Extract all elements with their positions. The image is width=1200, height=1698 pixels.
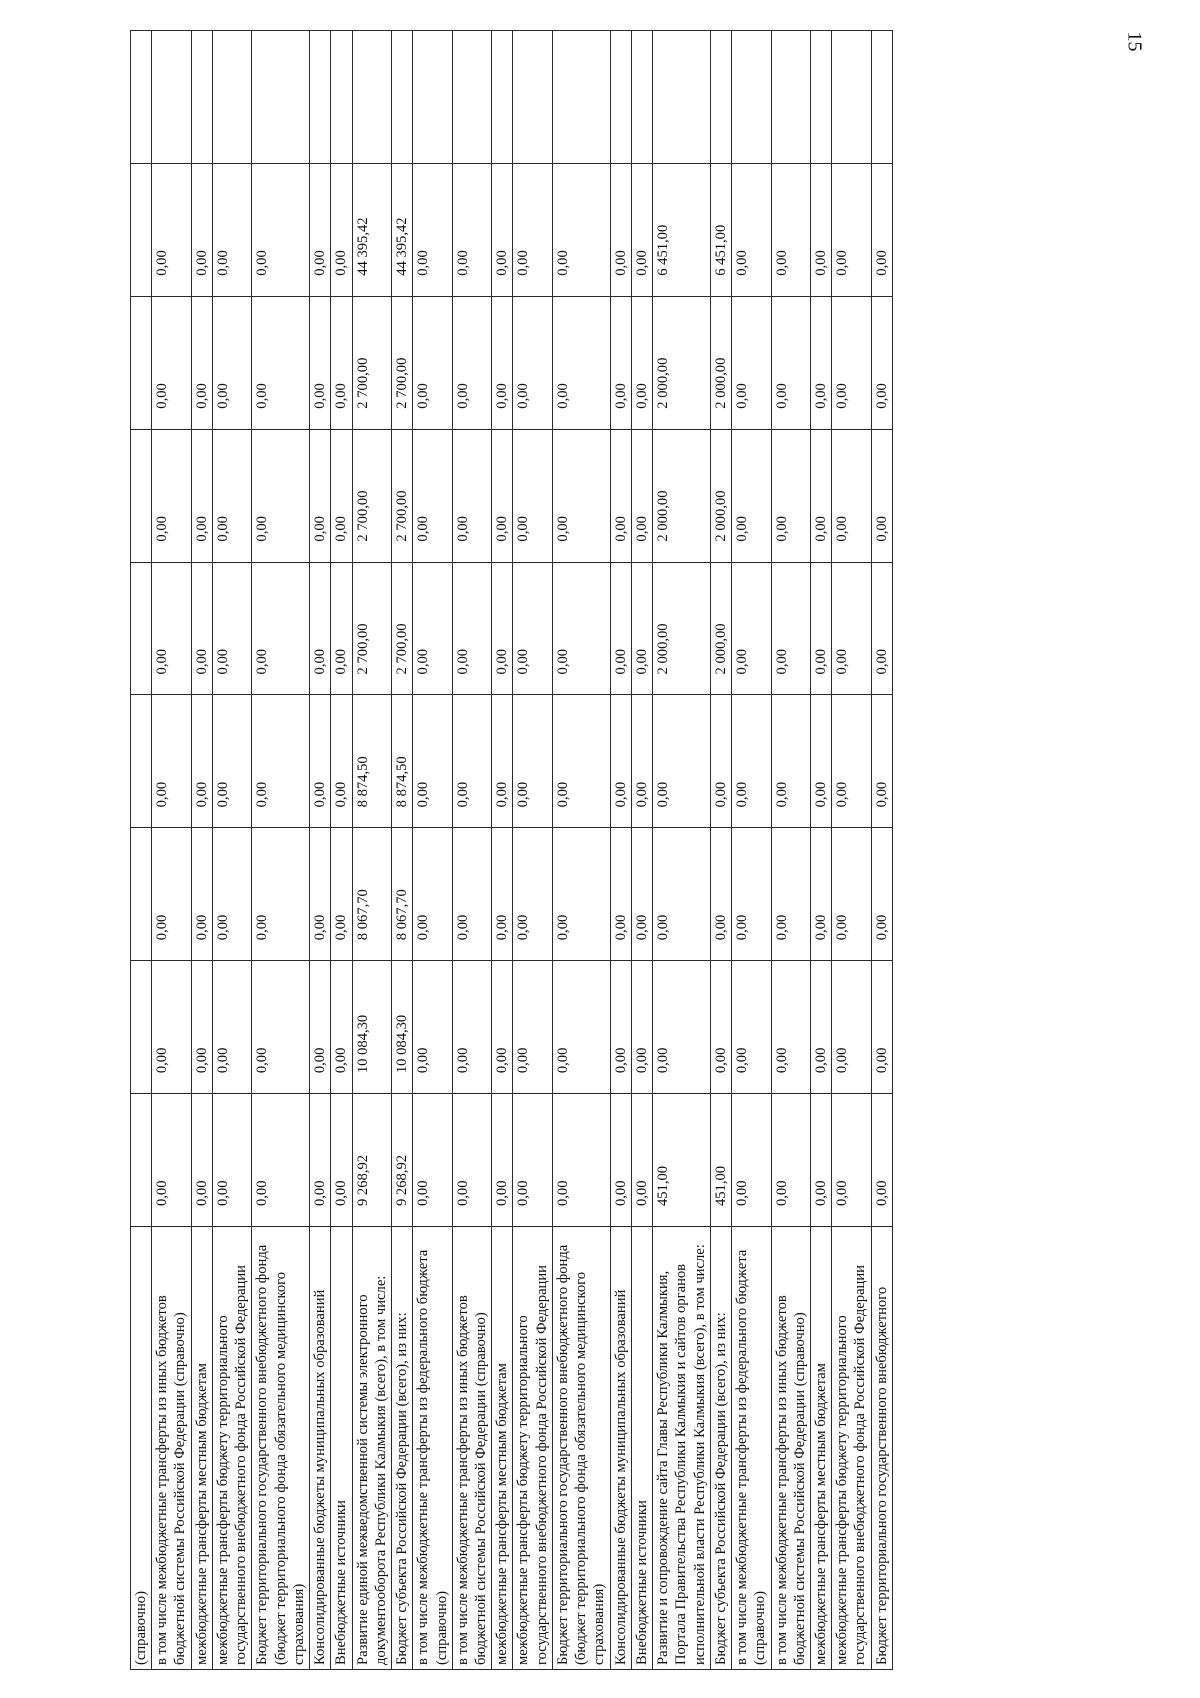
value-cell: 0,00	[413, 163, 452, 296]
value-cell: 0,00	[810, 1094, 831, 1227]
row-label: в том числе межбюджетные трансферты из иных бюджетов бюджетной системы Российской Федерации (справочно)	[771, 1227, 810, 1670]
value-cell: 0,00	[492, 429, 513, 562]
value-cell: 0,00	[653, 961, 711, 1094]
value-cell	[710, 31, 731, 164]
value-cell: 0,00	[810, 695, 831, 828]
value-cell	[131, 828, 152, 961]
value-cell: 0,00	[653, 828, 711, 961]
table-row	[513, 31, 552, 1670]
value-cell: 0,00	[413, 1094, 452, 1227]
value-cell	[352, 31, 391, 164]
value-cell: 0,00	[152, 562, 191, 695]
value-cell: 0,00	[191, 163, 212, 296]
row-label: межбюджетные трансферты местным бюджетам	[191, 1227, 212, 1670]
value-cell: 0,00	[310, 695, 331, 828]
value-cell: 0,00	[552, 163, 610, 296]
value-cell: 0,00	[552, 1094, 610, 1227]
value-cell: 0,00	[452, 961, 491, 1094]
value-cell	[631, 31, 652, 164]
value-cell: 0,00	[810, 163, 831, 296]
value-cell: 2 700,00	[352, 429, 391, 562]
value-cell	[552, 31, 610, 164]
value-cell: 0,00	[492, 562, 513, 695]
value-cell: 0,00	[152, 695, 191, 828]
value-cell: 0,00	[492, 296, 513, 429]
value-cell: 0,00	[871, 562, 892, 695]
value-cell: 0,00	[771, 828, 810, 961]
value-cell: 0,00	[310, 562, 331, 695]
value-cell: 0,00	[871, 828, 892, 961]
value-cell: 0,00	[513, 562, 552, 695]
value-cell: 0,00	[152, 961, 191, 1094]
row-label: Развитие единой межведомственной системы электронного документооборота Республики Калмыкия (всего), в том числе:	[352, 1227, 391, 1670]
value-cell: 0,00	[732, 562, 771, 695]
table-row	[191, 31, 212, 1670]
table-row	[131, 31, 152, 1670]
table-row	[331, 31, 352, 1670]
row-label: Консолидированные бюджеты муниципальных образований	[310, 1227, 331, 1670]
value-cell: 0,00	[513, 961, 552, 1094]
value-cell: 0,00	[492, 695, 513, 828]
value-cell: 2 700,00	[392, 429, 413, 562]
value-cell	[653, 31, 711, 164]
value-cell: 0,00	[552, 695, 610, 828]
value-cell: 0,00	[191, 1094, 212, 1227]
value-cell	[212, 31, 251, 164]
value-cell: 0,00	[610, 429, 631, 562]
value-cell: 0,00	[452, 429, 491, 562]
value-cell: 0,00	[832, 562, 871, 695]
value-cell: 10 084,30	[392, 961, 413, 1094]
value-cell: 2 700,00	[352, 296, 391, 429]
value-cell: 0,00	[452, 1094, 491, 1227]
table-row	[310, 31, 331, 1670]
value-cell	[331, 31, 352, 164]
value-cell: 0,00	[492, 828, 513, 961]
value-cell: 9 268,92	[352, 1094, 391, 1227]
value-cell: 0,00	[413, 562, 452, 695]
value-cell: 0,00	[732, 1094, 771, 1227]
value-cell: 44 395,42	[352, 163, 391, 296]
value-cell: 0,00	[871, 296, 892, 429]
value-cell: 0,00	[810, 296, 831, 429]
value-cell	[452, 31, 491, 164]
value-cell: 0,00	[631, 961, 652, 1094]
value-cell	[191, 31, 212, 164]
row-label: в том числе межбюджетные трансферты из иных бюджетов бюджетной системы Российской Федерации (справочно)	[152, 1227, 191, 1670]
value-cell: 0,00	[413, 429, 452, 562]
row-label: Бюджет территориального государственного внебюджетного фонда (бюджет территориального фонда обязательного медицинского страхования)	[552, 1227, 610, 1670]
value-cell: 0,00	[552, 562, 610, 695]
table-row	[352, 31, 391, 1670]
value-cell	[832, 31, 871, 164]
value-cell	[610, 31, 631, 164]
value-cell: 0,00	[552, 828, 610, 961]
row-label: Бюджет территориального государственного внебюджетного фонда (бюджет территориального фонда обязательного медицинского страхования)	[252, 1227, 310, 1670]
value-cell: 0,00	[452, 562, 491, 695]
table-row	[732, 31, 771, 1670]
value-cell: 0,00	[331, 562, 352, 695]
value-cell: 0,00	[252, 163, 310, 296]
table-row	[871, 31, 892, 1670]
value-cell: 0,00	[513, 429, 552, 562]
row-label: межбюджетные трансферты бюджету территориального государственного внебюджетного фонда Российской Федерации	[832, 1227, 871, 1670]
value-cell: 0,00	[191, 828, 212, 961]
budget-table	[130, 30, 893, 1670]
value-cell: 0,00	[732, 296, 771, 429]
row-label: (справочно)	[131, 1227, 152, 1670]
page-number: 15	[1123, 31, 1146, 52]
value-cell: 0,00	[610, 296, 631, 429]
value-cell: 2 000,00	[710, 429, 731, 562]
table-row	[413, 31, 452, 1670]
value-cell: 0,00	[631, 562, 652, 695]
value-cell: 0,00	[610, 562, 631, 695]
value-cell	[152, 31, 191, 164]
value-cell	[252, 31, 310, 164]
row-label: межбюджетные трансферты бюджету территориального государственного внебюджетного фонда Российской Федерации	[513, 1227, 552, 1670]
value-cell	[392, 31, 413, 164]
value-cell: 0,00	[631, 828, 652, 961]
value-cell: 0,00	[832, 695, 871, 828]
value-cell: 0,00	[810, 429, 831, 562]
rotated-table-sheet	[130, 30, 1060, 1670]
value-cell: 0,00	[152, 1094, 191, 1227]
value-cell: 0,00	[732, 961, 771, 1094]
value-cell	[871, 31, 892, 164]
value-cell: 0,00	[771, 296, 810, 429]
value-cell: 0,00	[631, 1094, 652, 1227]
value-cell: 0,00	[413, 828, 452, 961]
value-cell: 0,00	[631, 296, 652, 429]
value-cell: 0,00	[331, 828, 352, 961]
value-cell: 2 700,00	[352, 562, 391, 695]
value-cell: 0,00	[732, 163, 771, 296]
value-cell: 8 874,50	[352, 695, 391, 828]
value-cell: 0,00	[610, 163, 631, 296]
table-row	[710, 31, 731, 1670]
row-label: межбюджетные трансферты местным бюджетам	[810, 1227, 831, 1670]
value-cell	[771, 31, 810, 164]
value-cell	[513, 31, 552, 164]
row-label: межбюджетные трансферты бюджету территориального государственного внебюджетного фонда Российской Федерации	[212, 1227, 251, 1670]
value-cell	[131, 961, 152, 1094]
value-cell: 0,00	[252, 828, 310, 961]
row-label: Развитие и сопровождение сайта Главы Республики Калмыкия, Портала Правительства Республики Калмыкия и сайтов органов исполнительной власти Республики Калмыкия (всего), в том числе:	[653, 1227, 711, 1670]
value-cell: 0,00	[832, 1094, 871, 1227]
value-cell: 0,00	[771, 961, 810, 1094]
value-cell: 0,00	[413, 961, 452, 1094]
value-cell: 0,00	[653, 695, 711, 828]
table-row	[152, 31, 191, 1670]
value-cell: 2 000,00	[653, 296, 711, 429]
value-cell: 0,00	[212, 828, 251, 961]
table-row	[832, 31, 871, 1670]
value-cell: 0,00	[810, 961, 831, 1094]
value-cell: 0,00	[413, 695, 452, 828]
value-cell	[413, 31, 452, 164]
row-label: в том числе межбюджетные трансферты из иных бюджетов бюджетной системы Российской Федерации (справочно)	[452, 1227, 491, 1670]
value-cell: 0,00	[331, 1094, 352, 1227]
table-body	[131, 31, 893, 1670]
value-cell: 0,00	[871, 695, 892, 828]
value-cell: 2 700,00	[392, 562, 413, 695]
value-cell: 0,00	[212, 1094, 251, 1227]
value-cell: 0,00	[310, 429, 331, 562]
value-cell: 0,00	[310, 828, 331, 961]
value-cell: 0,00	[331, 296, 352, 429]
table-row	[610, 31, 631, 1670]
value-cell: 0,00	[310, 1094, 331, 1227]
value-cell: 0,00	[212, 429, 251, 562]
value-cell: 0,00	[310, 296, 331, 429]
value-cell: 0,00	[492, 163, 513, 296]
table-row	[810, 31, 831, 1670]
table-row	[653, 31, 711, 1670]
value-cell: 0,00	[252, 429, 310, 562]
table-row	[552, 31, 610, 1670]
value-cell: 0,00	[212, 961, 251, 1094]
value-cell: 0,00	[152, 296, 191, 429]
value-cell: 6 451,00	[710, 163, 731, 296]
value-cell	[131, 562, 152, 695]
value-cell: 0,00	[331, 163, 352, 296]
value-cell: 9 268,92	[392, 1094, 413, 1227]
value-cell: 0,00	[610, 695, 631, 828]
value-cell: 451,00	[710, 1094, 731, 1227]
value-cell: 0,00	[191, 961, 212, 1094]
value-cell: 0,00	[212, 163, 251, 296]
value-cell: 0,00	[832, 429, 871, 562]
value-cell: 0,00	[452, 828, 491, 961]
value-cell: 0,00	[631, 429, 652, 562]
row-label: Внебюджетные источники	[331, 1227, 352, 1670]
value-cell: 0,00	[252, 562, 310, 695]
value-cell: 0,00	[610, 828, 631, 961]
value-cell: 0,00	[871, 1094, 892, 1227]
value-cell: 0,00	[871, 429, 892, 562]
row-label: Бюджет субъекта Российской Федерации (всего), из них:	[392, 1227, 413, 1670]
value-cell: 0,00	[732, 429, 771, 562]
value-cell: 0,00	[513, 296, 552, 429]
row-label: межбюджетные трансферты местным бюджетам	[492, 1227, 513, 1670]
table-row	[771, 31, 810, 1670]
value-cell: 0,00	[710, 961, 731, 1094]
value-cell: 0,00	[191, 695, 212, 828]
value-cell: 0,00	[492, 1094, 513, 1227]
value-cell: 0,00	[871, 163, 892, 296]
value-cell: 0,00	[252, 961, 310, 1094]
value-cell: 0,00	[152, 163, 191, 296]
value-cell: 0,00	[513, 163, 552, 296]
value-cell: 2 000,00	[710, 296, 731, 429]
value-cell: 0,00	[252, 296, 310, 429]
value-cell: 8 874,50	[392, 695, 413, 828]
value-cell: 0,00	[513, 695, 552, 828]
value-cell: 0,00	[212, 296, 251, 429]
value-cell: 0,00	[331, 695, 352, 828]
value-cell: 0,00	[413, 296, 452, 429]
value-cell: 0,00	[732, 695, 771, 828]
value-cell: 6 451,00	[653, 163, 711, 296]
value-cell: 0,00	[212, 562, 251, 695]
value-cell: 0,00	[810, 562, 831, 695]
value-cell: 0,00	[710, 828, 731, 961]
value-cell: 0,00	[771, 163, 810, 296]
value-cell: 0,00	[610, 961, 631, 1094]
value-cell: 0,00	[191, 429, 212, 562]
value-cell: 8 067,70	[352, 828, 391, 961]
value-cell: 0,00	[832, 961, 871, 1094]
value-cell: 0,00	[152, 828, 191, 961]
row-label: Консолидированные бюджеты муниципальных образований	[610, 1227, 631, 1670]
value-cell: 0,00	[331, 429, 352, 562]
value-cell: 0,00	[771, 695, 810, 828]
value-cell	[131, 163, 152, 296]
value-cell: 0,00	[631, 163, 652, 296]
value-cell: 44 395,42	[392, 163, 413, 296]
value-cell	[131, 1094, 152, 1227]
value-cell: 0,00	[310, 961, 331, 1094]
value-cell: 0,00	[252, 1094, 310, 1227]
value-cell: 0,00	[492, 961, 513, 1094]
value-cell: 0,00	[810, 828, 831, 961]
value-cell: 0,00	[310, 163, 331, 296]
row-label: в том числе межбюджетные трансферты из федерального бюджета (справочно)	[732, 1227, 771, 1670]
row-label: Бюджет территориального государственного внебюджетного	[871, 1227, 892, 1670]
value-cell: 0,00	[832, 163, 871, 296]
value-cell	[131, 429, 152, 562]
table-row	[492, 31, 513, 1670]
value-cell: 0,00	[771, 429, 810, 562]
value-cell: 0,00	[871, 961, 892, 1094]
value-cell: 0,00	[771, 1094, 810, 1227]
value-cell: 2 000,00	[653, 562, 711, 695]
row-label: Бюджет субъекта Российской Федерации (всего), из них:	[710, 1227, 731, 1670]
value-cell	[131, 296, 152, 429]
value-cell	[810, 31, 831, 164]
table-row	[452, 31, 491, 1670]
value-cell: 0,00	[552, 429, 610, 562]
row-label: Внебюджетные источники	[631, 1227, 652, 1670]
value-cell: 0,00	[513, 828, 552, 961]
table-row	[252, 31, 310, 1670]
value-cell	[492, 31, 513, 164]
value-cell: 0,00	[191, 562, 212, 695]
table-row	[631, 31, 652, 1670]
value-cell: 0,00	[610, 1094, 631, 1227]
value-cell: 0,00	[832, 828, 871, 961]
table-row	[392, 31, 413, 1670]
value-cell: 451,00	[653, 1094, 711, 1227]
value-cell: 0,00	[552, 961, 610, 1094]
table-row	[212, 31, 251, 1670]
value-cell	[131, 695, 152, 828]
value-cell: 2 000,00	[653, 429, 711, 562]
value-cell: 0,00	[191, 296, 212, 429]
value-cell: 0,00	[331, 961, 352, 1094]
value-cell: 10 084,30	[352, 961, 391, 1094]
value-cell: 0,00	[832, 296, 871, 429]
value-cell: 0,00	[771, 562, 810, 695]
value-cell: 0,00	[252, 695, 310, 828]
value-cell: 0,00	[452, 695, 491, 828]
value-cell: 0,00	[452, 296, 491, 429]
value-cell	[732, 31, 771, 164]
value-cell: 0,00	[452, 163, 491, 296]
value-cell: 0,00	[732, 828, 771, 961]
value-cell: 0,00	[552, 296, 610, 429]
value-cell	[310, 31, 331, 164]
value-cell: 2 700,00	[392, 296, 413, 429]
value-cell: 0,00	[710, 695, 731, 828]
value-cell	[131, 31, 152, 164]
row-label: в том числе межбюджетные трансферты из федерального бюджета (справочно)	[413, 1227, 452, 1670]
value-cell: 0,00	[513, 1094, 552, 1227]
value-cell: 0,00	[212, 695, 251, 828]
value-cell: 0,00	[152, 429, 191, 562]
value-cell: 2 000,00	[710, 562, 731, 695]
value-cell: 0,00	[631, 695, 652, 828]
value-cell: 8 067,70	[392, 828, 413, 961]
